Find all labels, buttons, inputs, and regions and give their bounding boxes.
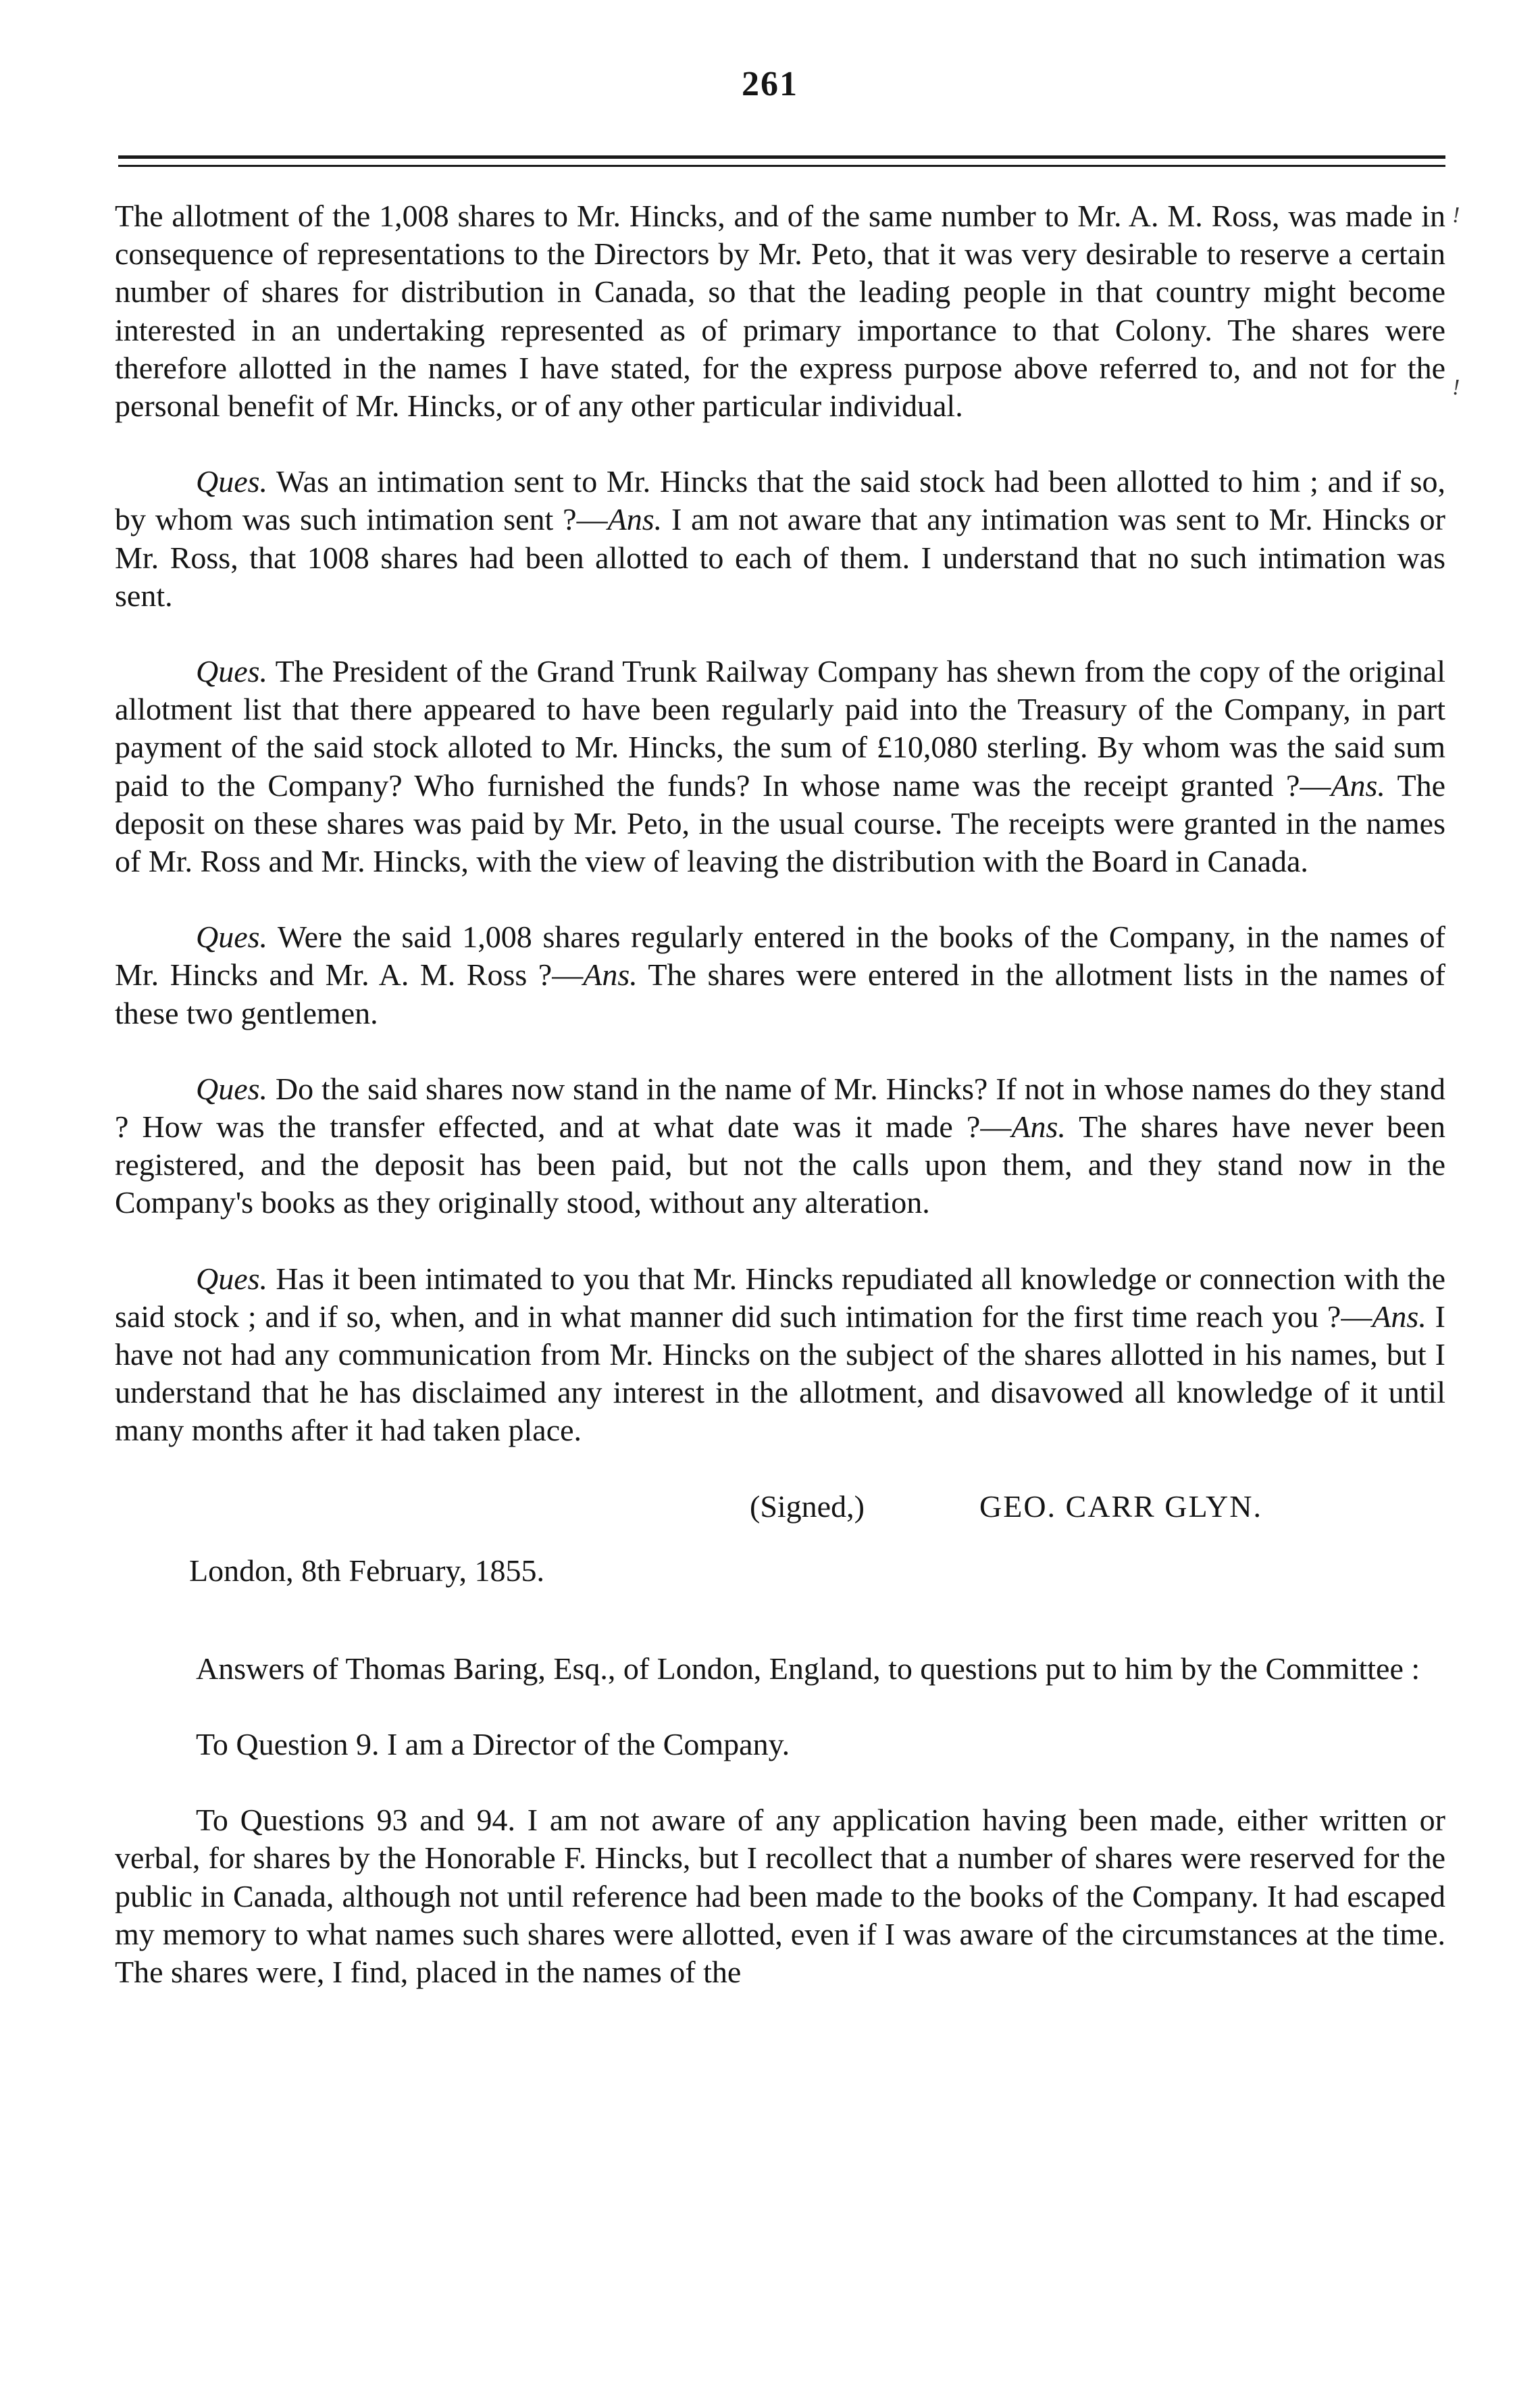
ques-label: Ques. (196, 464, 268, 499)
ques-label: Ques. (196, 654, 268, 689)
signatory-name: GEO. CARR GLYN. (979, 1488, 1262, 1524)
answer-text: The shares have never been registered, and the deposit has been paid, but not the calls upon them, and they stand now in the Company's books as they originally stood, without any alteration. (115, 1109, 1445, 1220)
question-text: The President of the Grand Trunk Railway Company has shewn from the copy of the original allotment list that there appeared to have been regularly paid into the Treasury of the Company, in part payment of the said stock alloted to Mr. Hincks, the sum of £10,080 sterling. By whom was the said sum paid to the Company? Who furnished the funds? In whose name was the receipt granted ?— (115, 654, 1445, 803)
margin-mark: ! (1452, 375, 1460, 400)
questions-93-94-answer: To Questions 93 and 94. I am not aware of any application having been made, either written or verbal, for shares by the Honorable F. Hincks, but I recollect that a number of shares were reserved for the public in Canada, although not until reference had been made to the books of the Company. It had escaped my memory to what names such shares were allotted, even if I was aware of the circumstances at the time. The shares were, I find, placed in the names of the (115, 1803, 1445, 1989)
ques-label: Ques. (196, 1261, 268, 1296)
question-text: Has it been intimated to you that Mr. Hincks repudiated all knowledge or connection with the said stock ; and if so, when, and in what manner did such intimation for the first time reach you ?— (115, 1261, 1445, 1334)
header-rule-thin (118, 165, 1445, 167)
signature-date: London, 8th February, 1855. (189, 1553, 544, 1588)
ans-label: Ans. (607, 502, 663, 537)
answer-text: The shares were entered in the allotment lists in the names of these two gentlemen. (115, 957, 1446, 1030)
header-rule-thick (118, 155, 1445, 159)
ans-label: Ans. (1331, 768, 1385, 803)
ans-label: Ans. (1011, 1109, 1066, 1145)
ans-label: Ans. (1372, 1299, 1427, 1334)
qa-paragraph-2 (115, 653, 1445, 880)
answer-text: I have not had any communication from Mr. Hincks on the subject of the shares allotted in his names, but I understand that he has disclaimed any interest in the allotment, and disavowed all knowledge of it until many months after it had taken place. (115, 1299, 1445, 1448)
qa-paragraph-3 (115, 918, 1445, 1032)
ques-label: Ques. (196, 1071, 268, 1106)
opening-paragraph: The allotment of the 1,008 shares to Mr. Hincks, and of the same number to Mr. A. M. Ross, was made in consequence of representations to the Directors by Mr. Peto, that it was very desirable to reserve a certain number of shares for distribution in Canada, so that the leading people in that country might become interested in an undertaking represented as of primary importance to that Colony. The shares were therefore allotted in the names I have stated, for the express purpose above referred to, and not for the personal benefit of Mr. Hincks, or of any other particular individual. (115, 199, 1445, 424)
baring-intro-paragraph: Answers of Thomas Baring, Esq., of London, England, to questions put to him by the Committee : (196, 1651, 1420, 1686)
question-text: Were the said 1,008 shares regularly entered in the books of the Company, in the names of Mr. Hincks and Mr. A. M. Ross ?— (115, 920, 1445, 993)
question-text: Do the said shares now stand in the name of Mr. Hincks? If not in whose names do they stand ? How was the transfer effected, and at what date was it made ?— (115, 1071, 1445, 1145)
document-body (115, 197, 1445, 2029)
signed-label: (Signed,) (750, 1488, 865, 1524)
answer-text: The deposit on these shares was paid by Mr. Peto, in the usual course. The receipts were granted in the names of Mr. Ross and Mr. Hincks, with the view of leaving the distribution with the Board in Canada. (115, 768, 1445, 879)
question-text: Was an intimation sent to Mr. Hincks that the said stock had been allotted to him ; and if so, by whom was such intimation sent ?— (115, 464, 1445, 537)
question-9-answer: To Question 9. I am a Director of the Company. (196, 1726, 790, 1761)
answer-text: I am not aware that any intimation was sent to Mr. Hincks or Mr. Ross, that 1008 shares had been allotted to each of them. I understand that no such intimation was sent. (115, 502, 1445, 613)
margin-mark: ! (1452, 203, 1460, 228)
ans-label: Ans. (583, 957, 638, 993)
qa-paragraph-4 (115, 1070, 1445, 1222)
qa-paragraph-1 (115, 463, 1445, 615)
page-number: 261 (742, 65, 798, 103)
qa-paragraph-5 (115, 1260, 1445, 1450)
ques-label: Ques. (196, 920, 268, 955)
signature-block (115, 1488, 1445, 1609)
